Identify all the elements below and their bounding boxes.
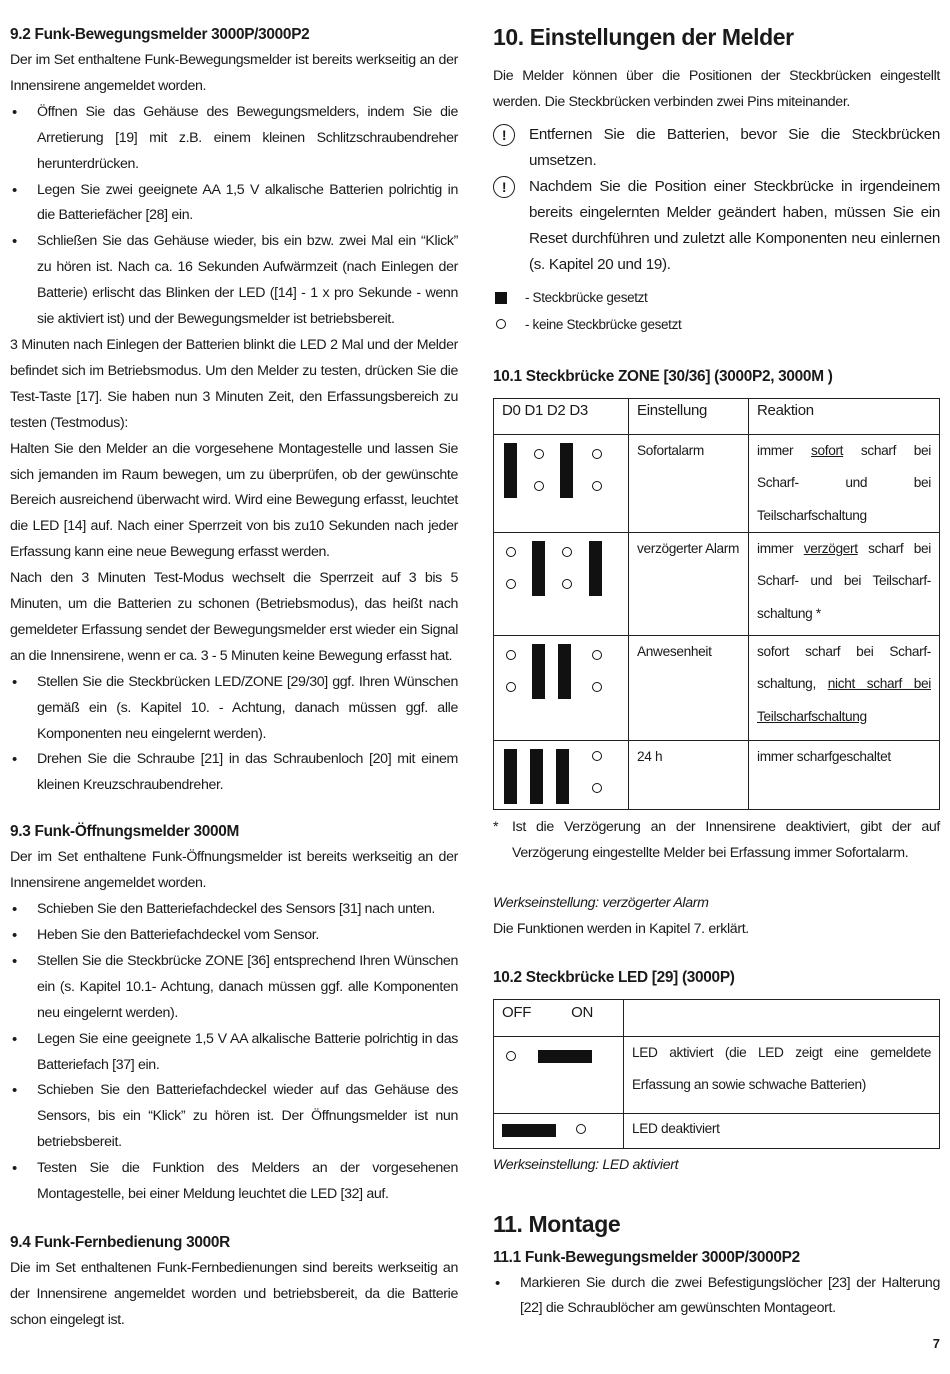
section-11-1-title: 11.1 Funk-Bewegungsmelder 3000P/3000P2 [493,1248,800,1266]
text: immer [757,442,811,458]
functions-explained: Die Funktionen werden in Kapitel 7. erklärt. [493,920,749,937]
header-empty [624,999,940,1036]
table-row [494,533,940,636]
list-item: • Schieben Sie den Batteriefachdeckel wieder auf das Gehäuse des Sensors, bis ein “Klick” zu hören ist. Der Öffnungsmelder ist nun betriebsbereit. [10,1078,458,1156]
factory-setting-led: Werkseinstellung: LED aktiviert [493,1156,679,1173]
cell-reaktion [749,533,940,636]
list-item: • Öffnen Sie das Gehäuse des Bewegungsmelders, indem Sie die Arretierung [19] mit z.B. einem kleinen Schlitzschraubendreher herunterdrücken. [10,100,458,178]
table-row [494,636,940,741]
warning-2 [493,174,940,278]
underlined-text: verzögert [803,541,858,557]
section-9-3-title: 9.3 Funk-Öffnungsmelder 3000M [10,823,240,841]
pin-circle [506,547,516,557]
jumper-bar [589,541,602,596]
table-header-row [494,398,940,434]
warning-icon: ! [493,176,515,198]
jumper-bar [538,1050,592,1063]
jumper-bar [502,1124,556,1137]
section-9-4-title: 9.4 Funk-Fernbedienung 3000R [10,1233,230,1251]
table-header-row [494,999,940,1036]
text: immer [757,541,804,557]
cell-reaktion [749,434,940,532]
left-column [10,22,458,1334]
section-9-3-intro: Der im Set enthaltene Funk-Öffnungsmelder ist bereits werkseitig an der Innensirene angemeldet worden. [10,849,458,892]
table-row [494,741,940,810]
pin-diagram [494,636,629,741]
warning-text: Entfernen Sie die Batterien, bevor Sie die Steckbrücken umsetzen. [529,125,940,169]
footnote-text: Ist die Verzögerung an der Innensirene deaktiviert, gibt der auf Verzögerung eingestellte Melder bei Erfassung immer Sofortalarm. [512,819,940,861]
cell-einstellung: verzögerter Alarm [629,533,749,636]
pin-circle [506,1051,516,1061]
section-10-1-title: 10.1 Steckbrücke ZONE [30/36] (3000P2, 3000M ) [493,367,833,385]
underlined-text: nicht scharf bei Teilscharfschaltung [757,676,931,724]
section-9-2-list [10,100,458,333]
jumper-bar [560,443,573,498]
list-item: • Schieben Sie den Batteriefachdeckel des Sensors [31] nach unten. [10,897,458,923]
section-11-title: 11. Montage [493,1210,621,1237]
section-9-2-intro: Der im Set enthaltene Funk-Bewegungsmelder ist bereits werkseitig an der Innensirene angemeldet worden. [10,52,458,94]
legend-unset-label: - keine Steckbrücke gesetzt [525,316,682,332]
legend-set-label: - Steckbrücke gesetzt [525,289,648,305]
page-number: 7 [932,1336,940,1351]
section-9-4-intro: Die im Set enthaltenen Funk-Fernbedienungen sind bereits werkseitig an der Innensirene angemeldet worden und betriebsbereit, da die Batterie schon eingelegt ist. [10,1259,458,1328]
pin-circle [592,449,602,459]
list-item: • Testen Sie die Funktion des Melders an der vorgesehenen Montagestelle, bei einer Meldung leuchtet die LED [32] auf. [10,1156,458,1208]
section-9-2-list-2 [10,670,458,800]
jumper-set-icon [495,292,507,304]
section-10-intro: Die Melder können über die Positionen der Steckbrücken eingestellt werden. Die Steckbrücken verbinden zwei Pins miteinander. [493,68,940,110]
table-footnote [493,815,940,867]
zone-jumper-table [493,398,940,810]
led-pin-diagram-on [494,1036,624,1113]
header-on: ON [571,1003,593,1021]
led-jumper-table [493,999,940,1149]
paragraph: Nach den 3 Minuten Test-Modus wechselt die Sperrzeit auf 3 bis 5 Minuten, um die Batterien zu schonen (Betriebsmodus), das heißt nach gemeldeter Erfassung sendet der Bewegungsmelder erst wieder ein Signal an die Innensirene, wenn er ca. 3 - 5 Minuten keine Bewegung erfasst hat. [10,570,458,664]
pin-circle [592,481,602,491]
legend-set [493,284,940,311]
pin-circle [592,682,602,692]
list-item: • Legen Sie zwei geeignete AA 1,5 V alkalische Batterien polrichtig in die Batteriefächer [28] ein. [10,178,458,230]
pin-circle [592,751,602,761]
section-9-3-list [10,897,458,1208]
list-item: • Legen Sie eine geeignete 1,5 V AA alkalische Batterie polrichtig in das Batteriefach [37] ein. [10,1027,458,1079]
table-row [494,434,940,532]
pin-circle [562,579,572,589]
text: scharf bei Scharf- und bei Teilscharf-schaltung * [757,541,932,621]
jumper-bar [504,443,517,498]
jumper-bar [532,541,545,596]
jumper-bar [504,749,517,804]
pin-circle [576,1124,586,1134]
header-einstellung: Einstellung [629,398,749,434]
underlined-text: sofort [811,442,844,458]
section-10-title: 10. Einstellungen der Melder [493,24,794,50]
warning-icon: ! [493,124,515,146]
text: sofort scharf bei Scharf-schaltung, [757,644,931,692]
list-item: • Stellen Sie die Steckbrücken LED/ZONE [29/30] ggf. Ihren Wünschen gemäß ein (s. Kapitel 10. - Achtung, danach müssen ggf. alle Komponenten neu eingelernt werden). [10,670,458,748]
pin-circle [562,547,572,557]
pin-circle [534,481,544,491]
pin-circle [592,650,602,660]
paragraph: 3 Minuten nach Einlegen der Batterien blinkt die LED 2 Mal und der Melder befindet sich im Betriebsmodus. Um den Melder zu testen, drücken Sie die Test-Taste [17]. Sie haben nun 3 Minuten Zeit, den Erfassungsbereich zu testen (Testmodus): [10,336,458,431]
jumper-unset-icon [496,319,506,329]
pin-diagram [494,533,629,636]
legend-unset [493,311,940,338]
cell-reaktion [749,741,940,810]
header-off: OFF [502,1003,532,1021]
factory-setting-zone: Werkseinstellung: verzögerter Alarm [493,894,709,911]
pin-circle [534,449,544,459]
pin-diagram [494,434,629,532]
warning-text: Nachdem Sie die Position einer Steckbrücke in irgendeinem bereits eingelernten Melder geändert haben, müssen Sie ein Reset durchführen und zuletzt alle Komponenten neu einlernen (s. Kapitel 20 und 19). [529,177,940,273]
pin-circle [506,650,516,660]
jumper-bar [556,749,569,804]
warning-1 [493,122,940,174]
list-item: • Markieren Sie durch die zwei Befestigungslöcher [23] der Halterung [22] die Schraublöcher am gewünschten Montageort. [493,1271,940,1323]
text: immer scharfgeschaltet [757,749,891,765]
table-row [494,1113,940,1148]
list-item: • Schließen Sie das Gehäuse wieder, bis ein bzw. zwei Mal ein “Klick” zu hören ist. Nach ca. 16 Sekunden Aufwärmzeit (nach Einlegen der Batterie) erlischt das Blinken der LED ([14] - 1 x pro Sekunde - wenn sie aktiviert ist) und der Bewegungsmelder ist betriebsbereit. [10,229,458,333]
header-off-on [494,999,624,1036]
right-column [493,22,940,1322]
cell-led-active: LED aktiviert (die LED zeigt eine gemeldete Erfassung an sowie schwache Batterien) [624,1036,940,1113]
cell-led-inactive: LED deaktiviert [624,1113,940,1148]
text: scharf bei Scharf- und bei Teilscharfschaltung [757,442,931,523]
cell-einstellung: Sofortalarm [629,434,749,532]
list-item: • Drehen Sie die Schraube [21] in das Schraubenloch [20] mit einem kleinen Kreuzschraubendreher. [10,747,458,799]
header-pins: D0 D1 D2 D3 [494,398,629,434]
pin-circle [506,682,516,692]
header-reaktion: Reaktion [749,398,940,434]
paragraph: Halten Sie den Melder an die vorgesehene Montagestelle und lassen Sie sich jemanden im Raum bewegen, um zu überprüfen, ob der gewünschte Bereich ausreichend überwacht wird. Wird eine Bewegung erfasst, leuchtet die LED [14] auf. Nach einer Sperrzeit von bis zu10 Sekunden nach jeder Erfassung kann eine neue Bewegung erfasst werden. [10,440,458,561]
jumper-bar [558,644,571,699]
pin-circle [592,783,602,793]
cell-einstellung: Anwesenheit [629,636,749,741]
pin-circle [506,579,516,589]
led-pin-diagram-off [494,1113,624,1148]
section-9-2-title: 9.2 Funk-Bewegungsmelder 3000P/3000P2 [10,26,310,43]
section-10-2-title: 10.2 Steckbrücke LED [29] (3000P) [493,968,735,986]
footnote-star: * [493,819,499,836]
list-item: • Stellen Sie die Steckbrücke ZONE [36] entsprechend Ihren Wünschen ein (s. Kapitel 10.1- Achtung, danach müssen ggf. alle Komponenten neu eingelernt werden). [10,949,458,1027]
section-11-1-list [493,1271,940,1323]
table-row [494,1036,940,1113]
cell-einstellung: 24 h [629,741,749,810]
jumper-bar [532,644,545,699]
pin-diagram [494,741,629,810]
jumper-bar [530,749,543,804]
cell-reaktion [749,636,940,741]
list-item: • Heben Sie den Batteriefachdeckel vom Sensor. [10,923,458,949]
